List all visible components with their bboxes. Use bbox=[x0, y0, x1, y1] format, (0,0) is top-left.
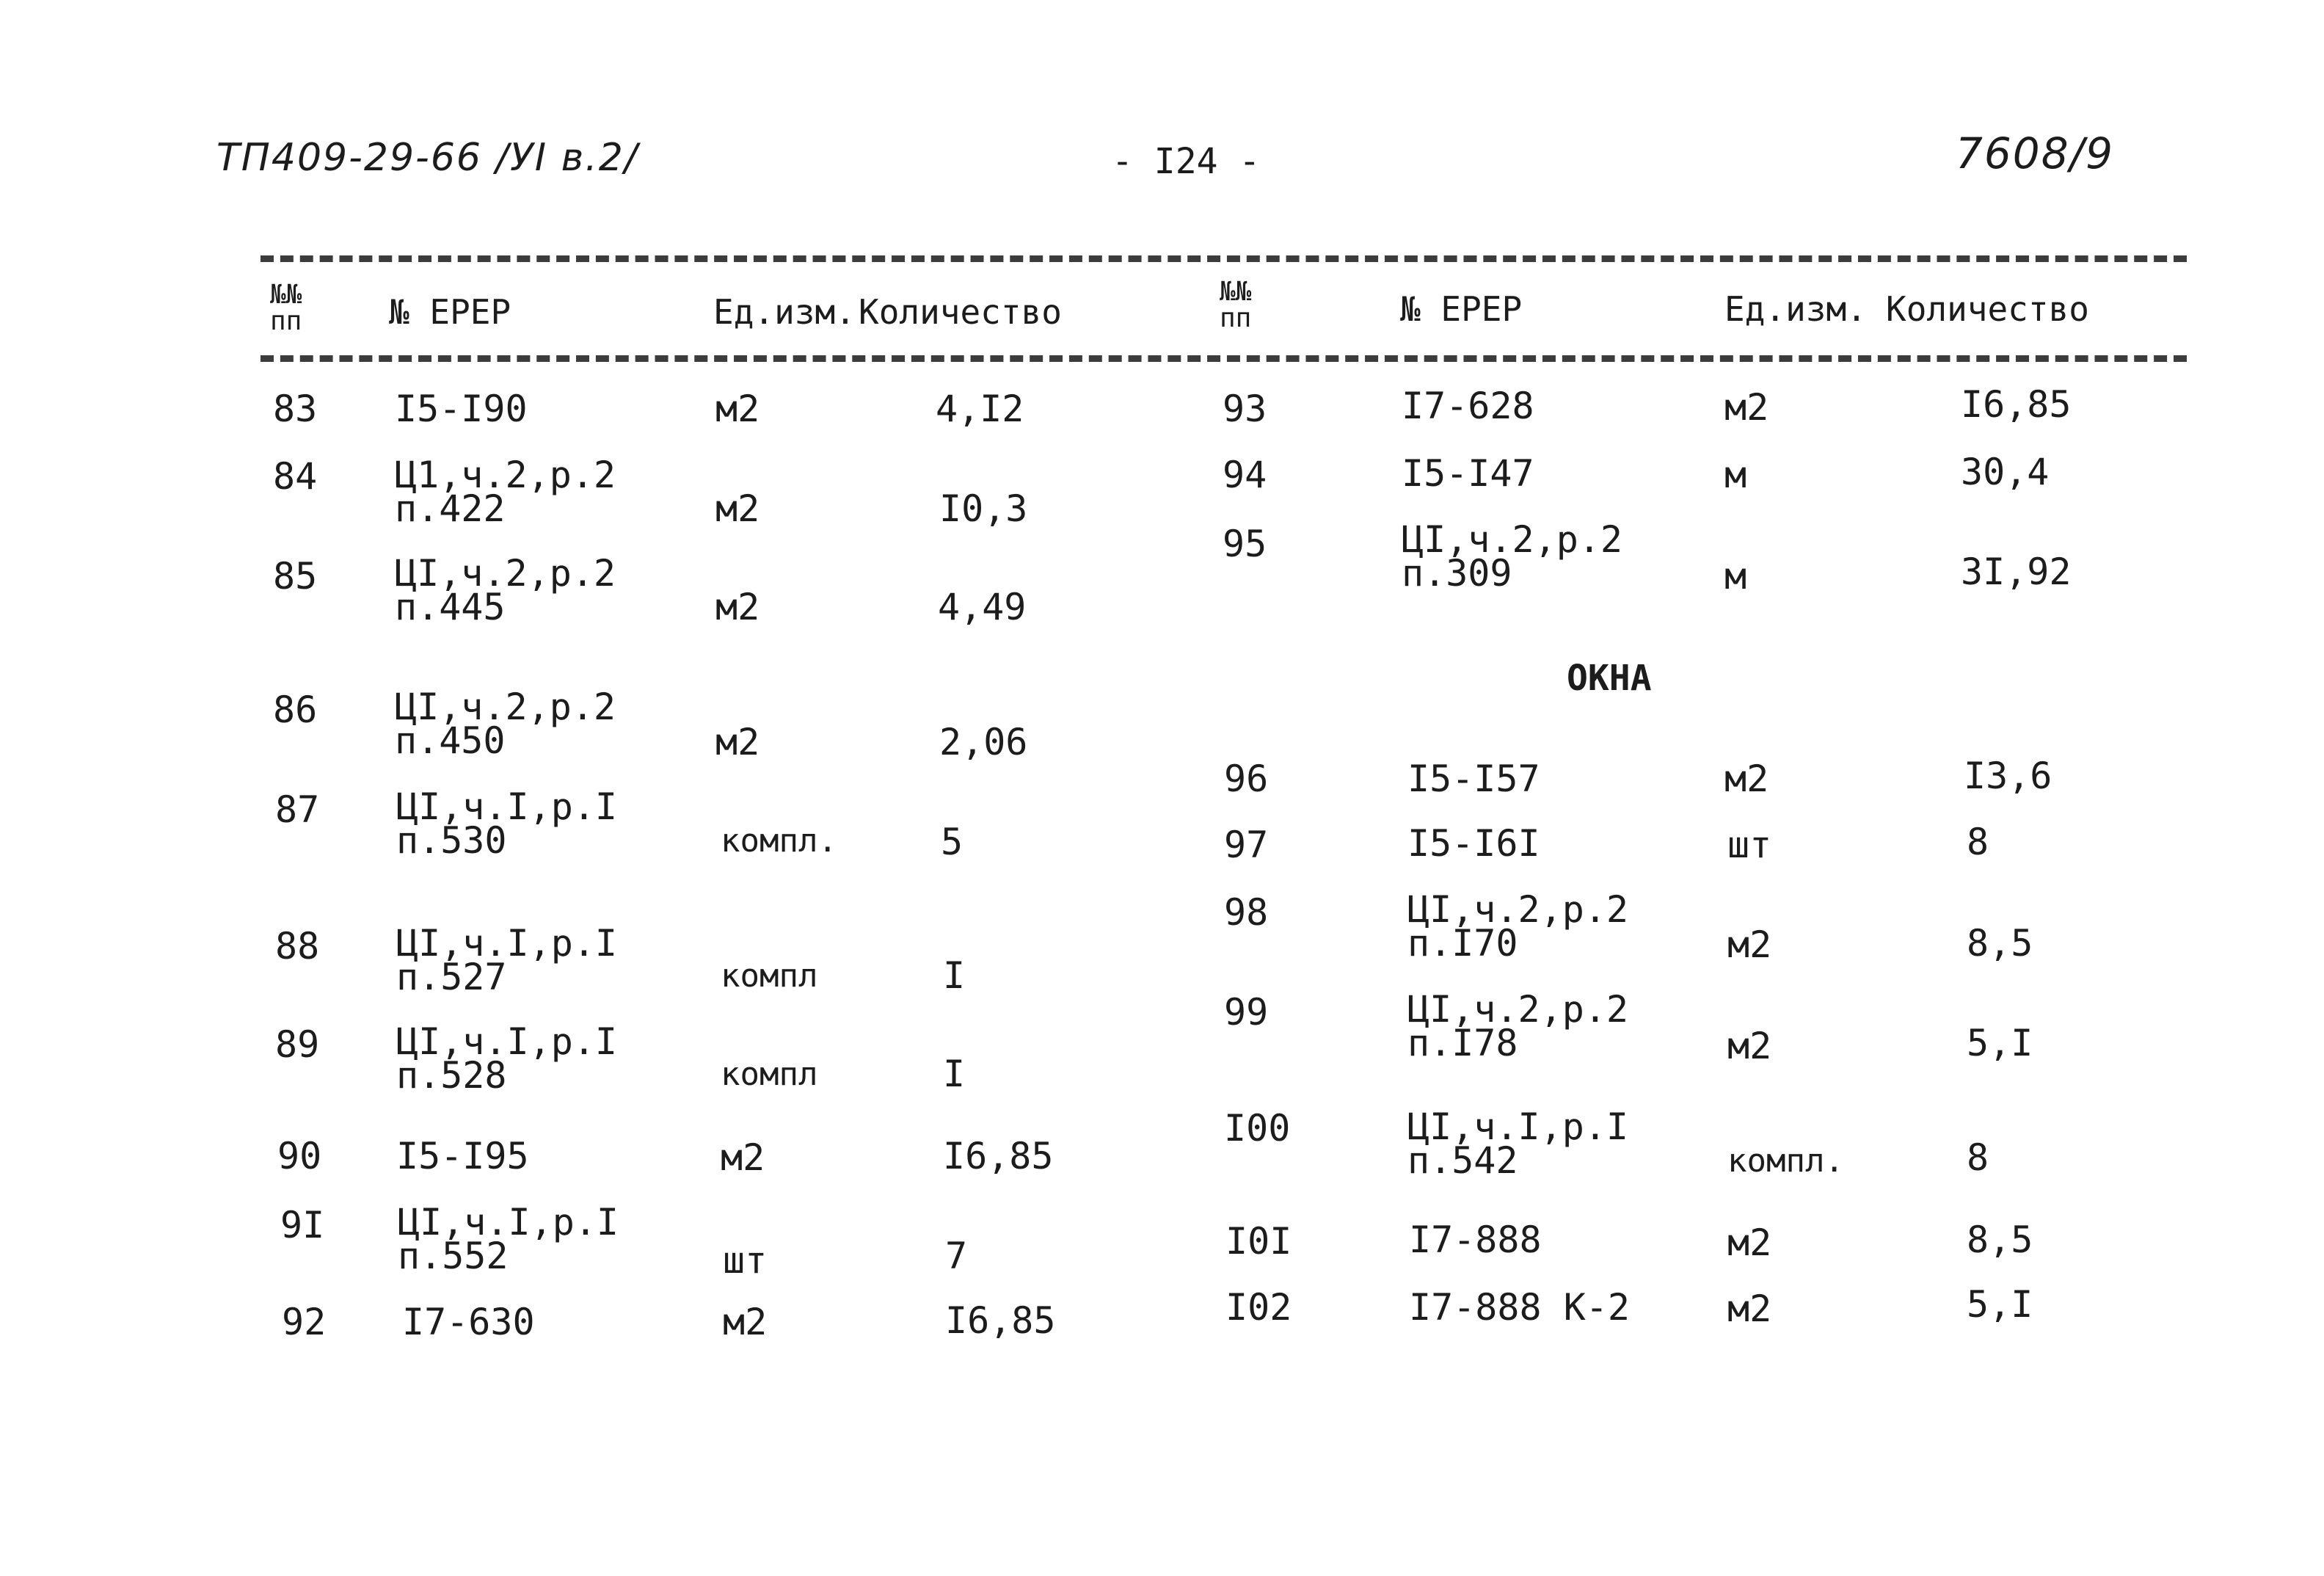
quantity: I bbox=[943, 954, 966, 997]
unit: м2 bbox=[723, 1301, 768, 1343]
erer-code: I7-888 К-2 bbox=[1409, 1286, 1631, 1329]
unit: м2 bbox=[1727, 923, 1772, 966]
quantity: 30,4 bbox=[1961, 451, 2050, 493]
section-heading-windows: ОКНА bbox=[1567, 658, 1652, 699]
quantity: I6,85 bbox=[945, 1299, 1056, 1342]
row-number: I0I bbox=[1225, 1220, 1292, 1263]
row-number: 95 bbox=[1223, 523, 1267, 565]
unit: м2 bbox=[1727, 1221, 1772, 1264]
row-number: 90 bbox=[277, 1135, 322, 1177]
unit: м2 bbox=[715, 586, 760, 628]
row-number: 88 bbox=[275, 925, 320, 967]
quantity: 3I,92 bbox=[1961, 551, 2072, 593]
row-number: 96 bbox=[1224, 758, 1269, 800]
unit: м2 bbox=[1727, 1025, 1772, 1067]
quantity: I0,3 bbox=[939, 487, 1028, 530]
header-rule-top bbox=[261, 255, 2187, 262]
erer-code: ЦI,ч.2,р.2 п.450 bbox=[395, 686, 616, 762]
erer-code: I5-I95 bbox=[396, 1135, 529, 1177]
erer-code: ЦI,ч.2,р.2 п.309 bbox=[1402, 518, 1623, 595]
row-number: 89 bbox=[275, 1023, 320, 1066]
row-number: 97 bbox=[1224, 824, 1269, 866]
erer-code: I5-I90 bbox=[395, 388, 528, 430]
erer-code: ЦI,ч.2,р.2 п.I78 bbox=[1407, 988, 1629, 1064]
right-erer-header: № ЕРЕР bbox=[1400, 289, 1523, 329]
unit: м2 bbox=[1724, 386, 1769, 429]
erer-code: ЦI,ч.2,р.2 п.I70 bbox=[1407, 888, 1629, 965]
right-qty-header: Количество bbox=[1886, 289, 2089, 329]
unit: м bbox=[1724, 555, 1747, 598]
row-number: I02 bbox=[1225, 1286, 1292, 1329]
left-unit-header: Ед.изм. bbox=[713, 292, 856, 332]
erer-code: I7-630 bbox=[402, 1301, 535, 1343]
erer-code: I5-I57 bbox=[1407, 758, 1540, 800]
erer-code: I7-628 bbox=[1402, 385, 1534, 427]
right-num-header: №№ пп bbox=[1220, 277, 1252, 333]
unit: компл. bbox=[721, 822, 837, 860]
erer-code: ЦI,ч.I,р.I п.552 bbox=[398, 1201, 619, 1277]
row-number: 83 bbox=[273, 388, 318, 430]
right-unit-header: Ед.изм. bbox=[1724, 289, 1867, 329]
row-number: 9I bbox=[280, 1204, 325, 1246]
row-number: 84 bbox=[273, 455, 318, 498]
sheet-code: 7608/9 bbox=[1956, 128, 2115, 178]
erer-code: ЦI,ч.I,р.I п.530 bbox=[396, 785, 618, 862]
quantity: 8,5 bbox=[1967, 1219, 2033, 1261]
erer-code: I7-888 bbox=[1409, 1219, 1542, 1261]
erer-code: ЦI,ч.I,р.I п.542 bbox=[1407, 1105, 1629, 1182]
row-number: 93 bbox=[1223, 388, 1267, 430]
quantity: I bbox=[943, 1053, 966, 1095]
unit: м2 bbox=[1727, 1288, 1772, 1330]
header-rule-bottom bbox=[261, 355, 2187, 362]
left-erer-header: № ЕРЕР bbox=[389, 292, 511, 332]
quantity: 7 bbox=[945, 1235, 968, 1277]
page-number: - I24 - bbox=[1112, 141, 1261, 182]
quantity: 2,06 bbox=[939, 721, 1028, 763]
quantity: I3,6 bbox=[1964, 755, 2052, 797]
row-number: 99 bbox=[1224, 991, 1269, 1034]
quantity: I6,85 bbox=[943, 1135, 1054, 1177]
unit: м2 bbox=[715, 487, 760, 530]
unit: м2 bbox=[715, 721, 760, 763]
quantity: 5,I bbox=[1967, 1022, 2033, 1064]
row-number: I00 bbox=[1224, 1107, 1291, 1150]
row-number: 87 bbox=[275, 788, 320, 831]
row-number: 94 bbox=[1223, 454, 1267, 496]
row-number: 92 bbox=[282, 1301, 327, 1343]
unit: компл. bbox=[1727, 1142, 1844, 1180]
unit: компл bbox=[721, 1056, 818, 1093]
quantity: I6,85 bbox=[1961, 383, 2072, 426]
unit: шт bbox=[1727, 824, 1772, 866]
unit: м2 bbox=[721, 1136, 765, 1179]
quantity: 5,I bbox=[1967, 1283, 2033, 1326]
erer-code: I5-I6I bbox=[1407, 822, 1540, 865]
row-number: 86 bbox=[273, 689, 318, 731]
quantity: 4,I2 bbox=[936, 388, 1024, 430]
quantity: 8 bbox=[1967, 1136, 1989, 1179]
quantity: 8,5 bbox=[1967, 922, 2033, 965]
quantity: 4,49 bbox=[938, 586, 1027, 628]
row-number: 85 bbox=[273, 555, 318, 598]
unit: м bbox=[1724, 454, 1747, 496]
unit: компл bbox=[721, 957, 818, 995]
erer-code: ЦI,ч.2,р.2 п.445 bbox=[395, 552, 616, 628]
left-num-header: №№ пп bbox=[270, 280, 302, 336]
unit: м2 bbox=[1724, 758, 1769, 800]
erer-code: ЦI,ч.I,р.I п.528 bbox=[396, 1020, 618, 1097]
quantity: 8 bbox=[1967, 821, 1989, 863]
document-code: ТП409-29-66 /УI в.2/ bbox=[216, 136, 639, 180]
quantity: 5 bbox=[941, 821, 964, 863]
erer-code: Ц1,ч.2,р.2 п.422 bbox=[395, 454, 616, 530]
left-qty-header: Количество bbox=[859, 292, 1062, 332]
row-number: 98 bbox=[1224, 891, 1269, 934]
erer-code: ЦI,ч.I,р.I п.527 bbox=[396, 922, 618, 998]
unit: м2 bbox=[715, 388, 760, 430]
erer-code: I5-I47 bbox=[1402, 452, 1534, 495]
unit: шт bbox=[723, 1239, 768, 1282]
